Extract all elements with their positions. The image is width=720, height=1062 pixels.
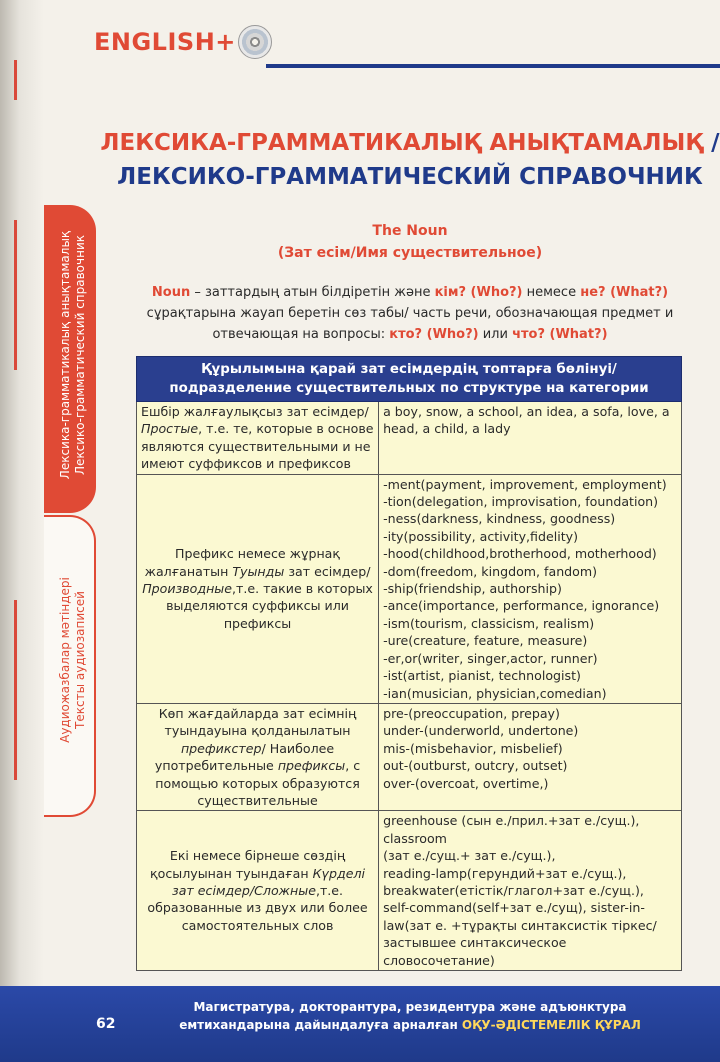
side-tab-audio-line1: Аудиожазбалар мәтіндері — [58, 577, 72, 743]
definition-text: – заттардың атын білдіретін және — [190, 285, 435, 300]
page-binding-gutter — [0, 0, 44, 1062]
category-text: / Наиболее употребительные — [154, 740, 335, 774]
binding-stripe — [14, 60, 17, 100]
binding-stripe — [14, 600, 17, 780]
footer-line2: емтихандарына дайындалуға арналған — [179, 1018, 462, 1032]
category-text: ,т.е. образованные из двух или более самостоятельных слов — [147, 882, 368, 933]
example-line: -ity(possibility, activity,fidelity) — [383, 528, 579, 544]
category-text: , т.е. те, которые в основе являются существительными и не имеют суффиксов и префиксов — [141, 421, 374, 472]
category-cell — [137, 402, 379, 475]
header-rule — [266, 64, 720, 68]
example-line: a boy, snow, a school, an idea, a sofa, love, a head, a child, a lady — [383, 404, 670, 437]
category-cell — [137, 703, 379, 810]
category-text: ,т.е. такие в которых выделяются суффиксы или префиксы — [166, 581, 373, 631]
examples-cell — [379, 811, 682, 971]
question-what-ru: что? (What?) — [512, 327, 608, 342]
example-line: -tion(delegation, improvisation, foundation) — [383, 494, 659, 510]
page-number: 62 — [96, 1016, 116, 1032]
table-header — [137, 357, 682, 402]
side-tab-reference-line2: Лексико-грамматический справочник — [73, 234, 87, 476]
category-cell — [137, 474, 379, 703]
example-line: out-(outburst, outcry, outset) — [383, 758, 568, 774]
category-term: префиксы — [277, 758, 346, 774]
example-line: over-(overcoat, overtime,) — [383, 775, 549, 791]
section-subtitle — [100, 220, 720, 264]
question-who-kz: кім? (Who?) — [434, 285, 523, 300]
examples-cell — [379, 474, 682, 703]
category-text: Көп жағдайларда зат есімнің туындауына қолданылатын — [158, 705, 357, 739]
example-line: mis-(misbehavior, misbelief) — [383, 740, 563, 756]
example-line: greenhouse (сын е./прил.+зат е./сущ.), — [383, 813, 640, 829]
category-term: Туынды — [232, 563, 285, 579]
example-line: reading-lamp(герундий+зат е./сущ.), — [383, 865, 627, 881]
table-row — [137, 811, 682, 971]
category-text: зат есімдер/ — [284, 563, 371, 579]
side-tab-reference-line1: Лексика-грамматикалық анықтамалық — [58, 230, 72, 480]
example-line: -ness(darkness, kindness, goodness) — [383, 511, 616, 527]
example-line: classroom — [383, 830, 447, 846]
page-footer — [0, 986, 720, 1062]
example-line: (зат е./сущ.+ зат е./сущ.), — [383, 848, 556, 864]
examples-cell — [379, 402, 682, 475]
example-line: under-(underworld, undertone) — [383, 723, 579, 739]
example-line: -dom(freedom, kingdom, fandom) — [383, 563, 598, 579]
example-line: -er,or(writer, singer,actor, runner) — [383, 650, 598, 666]
category-text: , с помощью которых образуются существительные — [155, 758, 361, 808]
category-term: префикстер — [180, 740, 262, 756]
example-line: -ism(tourism, classicism, realism) — [383, 615, 595, 631]
table-header-line2: подразделение существительных по структуре на категории — [169, 381, 649, 396]
definition-text: немесе — [522, 285, 581, 300]
category-term: Производные — [142, 581, 232, 597]
side-tab-audio-line2: Тексты аудиозаписей — [73, 591, 87, 729]
example-line: -hood(childhood,brotherhood, motherhood) — [383, 546, 657, 562]
subtitle-line1: The Noun — [372, 223, 448, 239]
category-term: Күрделі зат есімдер/Сложные — [172, 865, 366, 898]
table-row — [137, 402, 682, 475]
page-title-line1: ЛЕКСИКА-ГРАММАТИКАЛЫҚ АНЫҚТАМАЛЫҚ — [100, 130, 704, 156]
question-what-kz: не? (What?) — [580, 285, 669, 300]
table-row — [137, 703, 682, 810]
page-title — [100, 126, 720, 194]
term-noun: Noun — [151, 285, 191, 300]
footer-text — [170, 998, 650, 1034]
definition-text: сұрақтарына жауап беретін сөз табы/ часть речи, обозначающая предмет и отвечающая на вопросы: — [146, 306, 674, 342]
question-who-ru: кто? (Who?) — [389, 327, 479, 342]
table-row — [137, 474, 682, 703]
binding-stripe — [14, 220, 17, 370]
category-text: Ешбір жалғаулықсыз зат есімдер/ — [141, 404, 369, 419]
example-line: -ship(friendship, authorship) — [383, 581, 562, 597]
noun-categories-table — [136, 356, 682, 971]
example-line: pre-(preoccupation, prepay) — [383, 705, 560, 721]
brand-logo — [94, 24, 272, 60]
table-header-line1: Құрылымына қарай зат есімдердің топтарға бөлінуі/ — [201, 362, 617, 377]
footer-book-type: ОҚУ-ӘДІСТЕМЕЛІК ҚҰРАЛ — [461, 1018, 641, 1032]
example-line: breakwater(етістік/глагол+зат е./сущ.), — [383, 882, 644, 898]
example-line: -ance(importance, performance, ignorance) — [383, 598, 660, 614]
category-cell — [137, 811, 379, 971]
cd-disc-icon — [238, 25, 272, 59]
example-line: -ment(payment, improvement, employment) — [383, 476, 667, 492]
example-line: -ist(artist, pianist, technologist) — [383, 668, 581, 684]
brand-text: ENGLISH+ — [94, 28, 236, 56]
example-line: self-command(self+зат е./сущ), sister-in-law(зат е. +тұрақты синтаксистік тіркес/застывшее синтаксическое словосочетание) — [383, 900, 657, 968]
side-tab-audio-label — [58, 520, 88, 800]
page-title-separator: / — [703, 130, 720, 156]
page-title-line2: ЛЕКСИКО-ГРАММАТИЧЕСКИЙ СПРАВОЧНИК — [117, 164, 703, 190]
examples-cell — [379, 703, 682, 810]
footer-line1: Магистратура, докторантура, резидентура және адъюнктура — [193, 1000, 627, 1014]
side-tab-reference-label — [58, 210, 88, 500]
category-text: Екі немесе бірнеше сөздің қосылуынан туындаған — [150, 848, 346, 881]
noun-definition — [112, 282, 708, 345]
subtitle-line2: (Зат есім/Имя существительное) — [277, 245, 543, 261]
category-text: Префикс немесе жұрнақ жалғанатын — [144, 546, 341, 579]
definition-text: или — [478, 327, 513, 342]
category-term: Простые — [141, 421, 199, 437]
example-line: -ure(creature, feature, measure) — [383, 633, 588, 649]
example-line: -ian(musician, physician,comedian) — [383, 685, 607, 701]
